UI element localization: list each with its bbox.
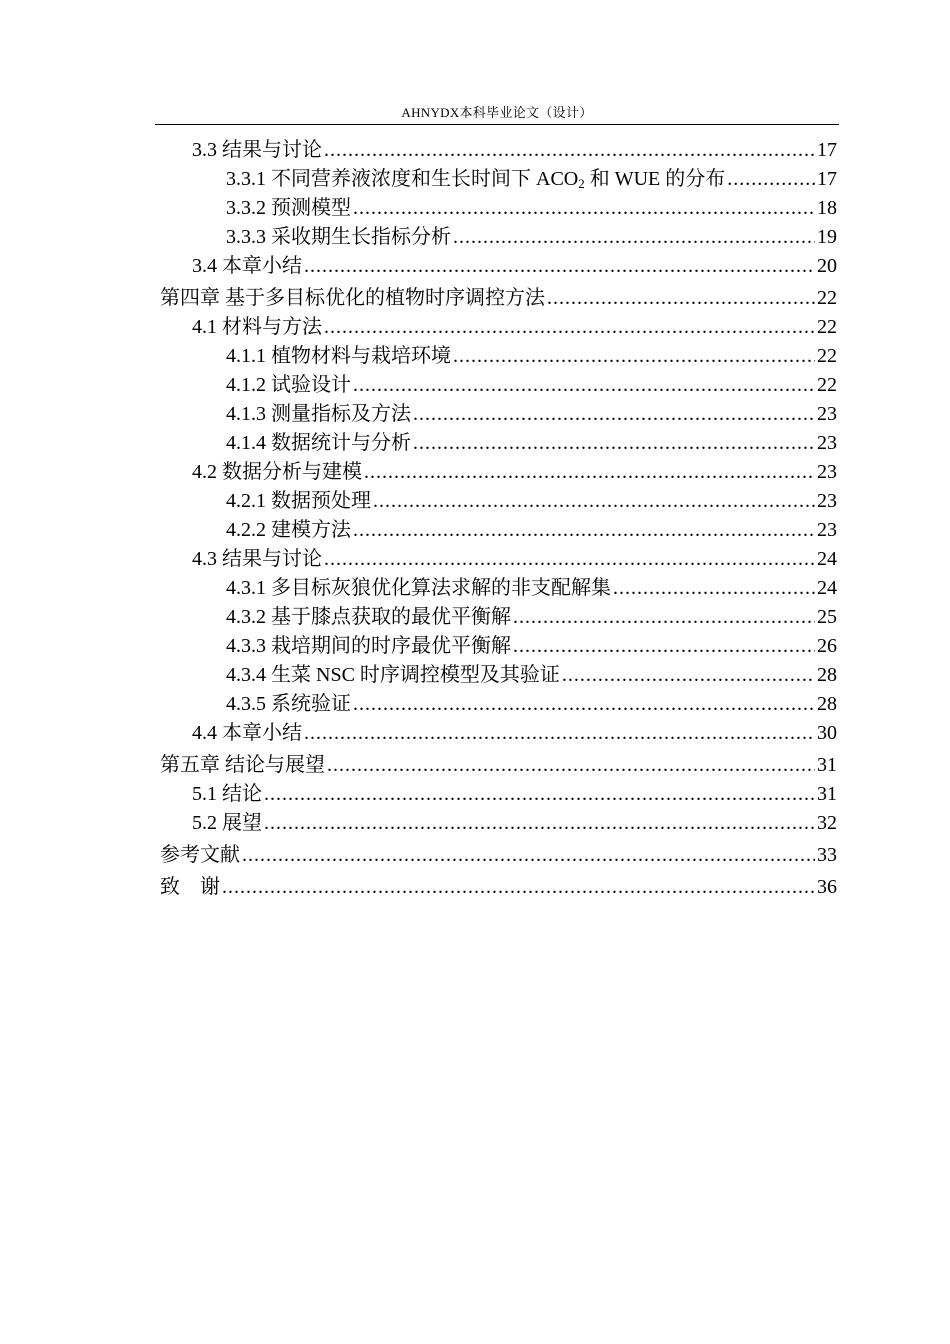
toc-entry-page: 17 (817, 168, 837, 190)
toc-entry-page: 28 (817, 664, 837, 686)
toc-entry-page: 36 (817, 876, 837, 898)
dot-leader (353, 371, 815, 400)
toc-entry[interactable] (226, 223, 837, 252)
dot-leader (364, 458, 815, 487)
dot-leader (613, 574, 815, 603)
toc-chapter-entry[interactable] (160, 841, 837, 870)
toc-entry-page: 22 (817, 287, 837, 309)
toc-entry-label: 参考文献 (160, 844, 240, 866)
toc-entry-page: 33 (817, 844, 837, 866)
toc-chapter-entry[interactable] (160, 873, 837, 902)
dot-leader (324, 136, 815, 165)
dot-leader (264, 780, 815, 809)
toc-entry[interactable] (226, 632, 837, 661)
toc-entry-label: 3.3.3 采收期生长指标分析 (226, 226, 451, 248)
toc-entry-label: 4.1.3 测量指标及方法 (226, 403, 411, 425)
toc-entry-label: 4.1.4 数据统计与分析 (226, 432, 411, 454)
toc-entry-page: 26 (817, 635, 837, 657)
dot-leader (547, 284, 815, 313)
toc-entry[interactable] (192, 252, 837, 281)
dot-leader (304, 252, 815, 281)
toc-entry[interactable] (226, 429, 837, 458)
toc-entry-page: 32 (817, 812, 837, 834)
dot-leader (727, 165, 815, 194)
toc-entry-label: 4.2 数据分析与建模 (192, 461, 362, 483)
toc-entry-label: 4.3.2 基于膝点获取的最优平衡解 (226, 606, 511, 628)
toc-entry[interactable] (192, 458, 837, 487)
toc-entry-page: 23 (817, 461, 837, 483)
toc-entry-label: 4.1 材料与方法 (192, 316, 322, 338)
dot-leader (242, 841, 815, 870)
toc-entry-label: 4.3 结果与讨论 (192, 548, 322, 570)
dot-leader (453, 342, 815, 371)
toc-entry-page: 24 (817, 548, 837, 570)
toc-entry-page: 22 (817, 316, 837, 338)
toc-entry-label: 4.2.2 建模方法 (226, 519, 351, 541)
toc-entry-page: 30 (817, 722, 837, 744)
dot-leader (304, 719, 815, 748)
toc-entry-page: 23 (817, 519, 837, 541)
toc-entry-page: 20 (817, 255, 837, 277)
dot-leader (413, 429, 815, 458)
toc-entry[interactable] (226, 661, 837, 690)
toc-entry[interactable] (192, 780, 837, 809)
toc-entry-page: 24 (817, 577, 837, 599)
toc-entry[interactable] (192, 809, 837, 838)
toc-entry-label: 4.1.1 植物材料与栽培环境 (226, 345, 451, 367)
page-header: AHNYDX本科毕业论文（设计） (401, 105, 593, 120)
toc-entry[interactable] (192, 545, 837, 574)
toc-entry-label: 4.3.4 生菜 NSC 时序调控模型及其验证 (226, 664, 560, 686)
dot-leader (327, 751, 815, 780)
toc-entry-page: 23 (817, 432, 837, 454)
dot-leader (353, 690, 815, 719)
dot-leader (353, 194, 815, 223)
dot-leader (453, 223, 815, 252)
toc-entry-label: 5.2 展望 (192, 812, 262, 834)
toc-entry[interactable] (226, 194, 837, 223)
dot-leader (222, 873, 815, 902)
toc-entry[interactable] (226, 603, 837, 632)
toc-entry-label: 4.3.3 栽培期间的时序最优平衡解 (226, 635, 511, 657)
dot-leader (324, 545, 815, 574)
dot-leader (513, 603, 815, 632)
toc-entry[interactable] (226, 371, 837, 400)
toc-entry-label: 3.3 结果与讨论 (192, 139, 322, 161)
dot-leader (264, 809, 815, 838)
toc-entry-page: 31 (817, 754, 837, 776)
toc-entry-label: 4.3.1 多目标灰狼优化算法求解的非支配解集 (226, 577, 611, 599)
toc-entry-page: 23 (817, 403, 837, 425)
toc-entry[interactable] (192, 136, 837, 165)
toc-entry[interactable] (226, 690, 837, 719)
toc-entry[interactable] (192, 719, 837, 748)
toc-entry[interactable] (226, 165, 837, 194)
toc-entry-page: 28 (817, 693, 837, 715)
toc-entry-label: 第五章 结论与展望 (160, 754, 325, 776)
toc-entry[interactable] (226, 487, 837, 516)
toc-entry-page: 19 (817, 226, 837, 248)
toc-chapter-entry[interactable] (160, 284, 837, 313)
toc-entry-page: 17 (817, 139, 837, 161)
dot-leader (353, 516, 815, 545)
toc-entry-page: 22 (817, 374, 837, 396)
dot-leader (513, 632, 815, 661)
toc-entry[interactable] (226, 516, 837, 545)
dot-leader (373, 487, 815, 516)
toc-entry[interactable] (226, 400, 837, 429)
toc-entry-page: 18 (817, 197, 837, 219)
toc-entry-page: 25 (817, 606, 837, 628)
toc-entry[interactable] (192, 313, 837, 342)
toc-entry-page: 22 (817, 345, 837, 367)
toc-entry-label: 4.2.1 数据预处理 (226, 490, 371, 512)
toc-entry-label: 第四章 基于多目标优化的植物时序调控方法 (160, 287, 545, 309)
dot-leader (413, 400, 815, 429)
toc-entry-label: 3.4 本章小结 (192, 255, 302, 277)
toc-entry-label: 4.4 本章小结 (192, 722, 302, 744)
toc-entry[interactable] (226, 574, 837, 603)
toc-chapter-entry[interactable] (160, 751, 837, 780)
toc-entry[interactable] (226, 342, 837, 371)
dot-leader (562, 661, 815, 690)
toc-entry-label: 致 谢 (160, 876, 220, 898)
dot-leader (324, 313, 815, 342)
toc-entry-label: 4.3.5 系统验证 (226, 693, 351, 715)
toc-entry-label: 4.1.2 试验设计 (226, 374, 351, 396)
toc-entry-label: 3.3.1 不同营养液浓度和生长时间下 $ACO_2$ 和 WUE 的分布 (226, 168, 726, 191)
header-rule (155, 124, 839, 125)
toc-entry-label: 5.1 结论 (192, 783, 262, 805)
toc-entry-page: 23 (817, 490, 837, 512)
toc-entry-label: 3.3.2 预测模型 (226, 197, 351, 219)
toc-entry-page: 31 (817, 783, 837, 805)
